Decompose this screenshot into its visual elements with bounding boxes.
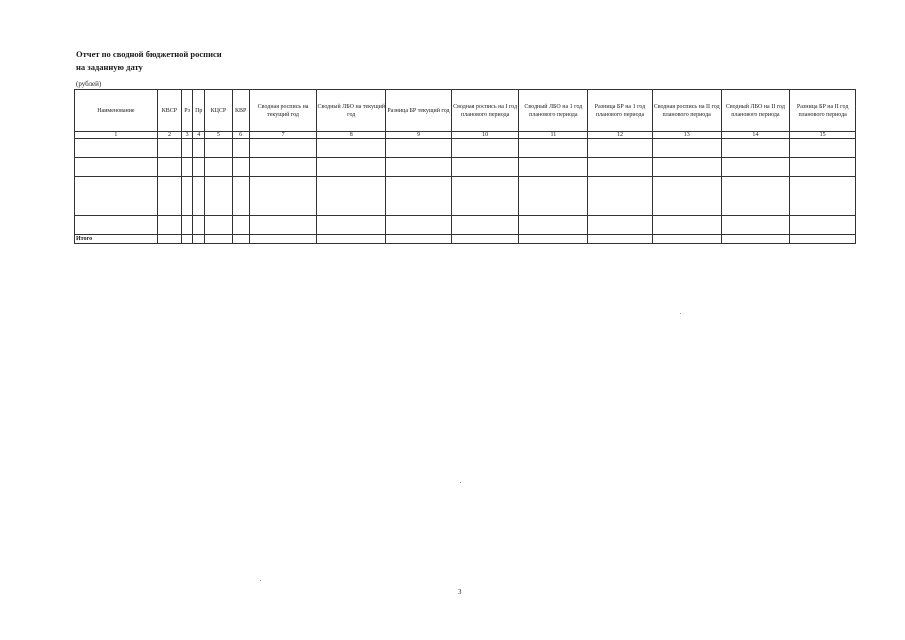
column-number-row: [75, 132, 856, 139]
column-number: 1: [75, 132, 158, 139]
report-title-line-2: на заданную дату: [76, 62, 143, 72]
column-number: 7: [249, 132, 317, 139]
column-number: 6: [232, 132, 249, 139]
page-number: 3: [458, 588, 462, 596]
header-diff-current-year: Разница БР текущий год: [386, 90, 452, 132]
table-row: [75, 216, 856, 235]
header-kvr: КВР: [232, 90, 249, 132]
column-number: 4: [193, 132, 205, 139]
header-lbo-plan-year-1: Сводный ЛБО на 1 год планового периода: [519, 90, 588, 132]
column-number: 13: [652, 132, 721, 139]
header-lbo-plan-year-2: Сводный ЛБО на II год планового периода: [721, 90, 790, 132]
header-row: [75, 90, 856, 132]
column-number: 2: [157, 132, 181, 139]
column-number: 11: [519, 132, 588, 139]
unit-note: (рублей): [76, 80, 102, 88]
scan-speck: [680, 313, 681, 314]
column-number: 12: [588, 132, 653, 139]
header-summary-current-year: Сводная роспись на текущий год: [249, 90, 317, 132]
column-number: 9: [386, 132, 452, 139]
header-kvsr: КВСР: [157, 90, 181, 132]
column-number: 14: [721, 132, 790, 139]
scan-speck: [260, 580, 261, 581]
header-rz: Рз: [182, 90, 193, 132]
header-kcsr: КЦСР: [205, 90, 232, 132]
table-row: [75, 139, 856, 158]
column-number: 5: [205, 132, 232, 139]
column-number: 10: [451, 132, 519, 139]
report-title-line-1: Отчет по сводной бюджетной росписи: [76, 49, 222, 59]
header-name: Наименование: [75, 90, 158, 132]
total-row: [75, 235, 856, 244]
header-diff-plan-year-2: Разница БР на II год планового периода: [790, 90, 856, 132]
header-diff-plan-year-1: Разница БР на 1 год планового периода: [588, 90, 653, 132]
header-pr: Пр: [193, 90, 205, 132]
total-label: Итого: [75, 235, 158, 244]
column-number: 3: [182, 132, 193, 139]
header-summary-plan-year-2: Сводная роспись на II год планового периода: [652, 90, 721, 132]
table-row: [75, 177, 856, 216]
column-number: 8: [317, 132, 386, 139]
scan-speck: [460, 482, 461, 483]
column-number: 15: [790, 132, 856, 139]
budget-report-table: [74, 89, 856, 244]
report-title: [76, 48, 222, 74]
table-row: [75, 158, 856, 177]
header-summary-plan-year-1: Сводная роспись на I год планового периода: [451, 90, 519, 132]
header-lbo-current-year: Сводный ЛБО на текущий год: [317, 90, 386, 132]
